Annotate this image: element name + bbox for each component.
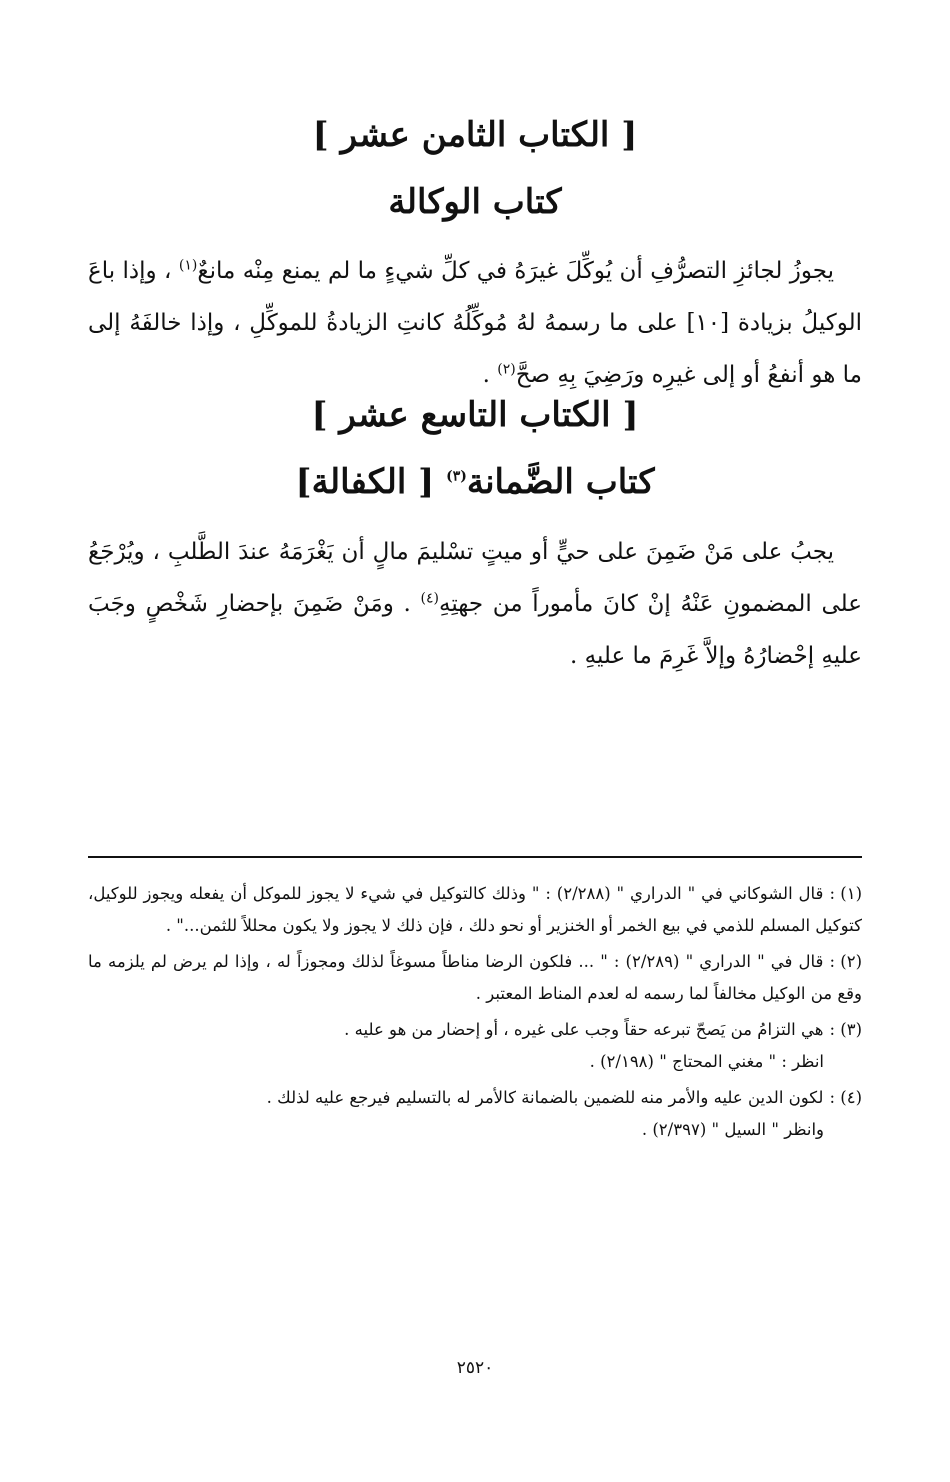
footnote-ref-2: (٢)	[497, 361, 516, 378]
book-page	[88, 0, 862, 1482]
footnote-text: قال الشوكاني في " الدراري " (٢/٢٨٨) : " وذلك كالتوكيل في شيء لا يجوز للموكل أن يفعله ويجوز للوكيل، كتوكيل المسلم للذمي في بيع الخمر أو الخنزير أو نحو دلك ، فإن ذلك لا يجوز ولا يكون محللاً للثمن..." .	[88, 884, 862, 935]
footnote-number: (٣) :	[829, 1020, 862, 1039]
footnote-number: (٤) :	[829, 1088, 862, 1107]
footnote-number: (١) :	[829, 884, 862, 903]
footnote-source: وانظر " السيل " (٢/٣٩٧) .	[641, 1120, 824, 1139]
damana-title: كتاب الضَّمانة	[466, 462, 655, 502]
footnote-text: لكون الدين عليه والأمر منه للضمين بالضمانة كالأمر له بالتسليم فيرجع عليه لذلك .	[266, 1088, 824, 1107]
wakala-heading: كتاب الوكالة	[388, 182, 562, 222]
book-18-heading: [ الكتاب الثامن عشر ]	[312, 115, 638, 155]
wakala-paragraph	[88, 245, 862, 401]
damana-paragraph	[88, 526, 862, 682]
footnote-separator	[88, 856, 862, 858]
wakala-text-2: ، وإذا باعَ الوكيلُ بزيادة [١٠] على ما رسمهُ لهُ مُوكِّلُهُ كانتِ الزيادةُ للموكِّلِ ، وإذا خالفَهُ إلى ما هو أنفعُ أو إلى غيرِه ورَضِيَ بِهِ صحَّ	[88, 258, 862, 388]
wakala-text-1: يجوزُ لجائزِ التصرُّفِ أن يُوكِّلَ غيرَهُ في كلِّ شيءٍ ما لم يمنع مِنْه مانعٌ	[197, 258, 834, 284]
book-19-heading: [ الكتاب التاسع عشر ]	[311, 395, 639, 435]
damana-heading	[88, 462, 862, 503]
footnote-4	[88, 1082, 862, 1146]
footnote-ref-3: (٣)	[446, 468, 467, 485]
footnote-ref-4: (٤)	[420, 590, 439, 607]
damana-text-1: يجبُ على مَنْ ضَمِنَ على حيٍّ أو ميتٍ تسْليمَ مالٍ أن يَغْرَمَهُ عندَ الطَّلبِ ، ويُرْجَعُ على المضمونِ عَنْهُ إنْ كانَ مأموراً من جهتِهِ	[88, 539, 863, 617]
footnote-ref-1: (١)	[178, 257, 198, 274]
footnote-source: انظر : " مغني المحتاج " (٢/١٩٨) .	[589, 1052, 824, 1071]
footnote-text: هي التزامُ من يَصحّ تبرعه حقاً وجب على غيره ، أو إحضار من هو عليه .	[344, 1020, 824, 1039]
footnote-2	[88, 946, 862, 1010]
footnote-3	[88, 1014, 862, 1078]
footnote-1	[88, 878, 862, 942]
footnotes	[88, 878, 862, 1150]
damana-text-2: . ومَنْ ضَمِنَ بإحضارِ شَخْصٍ وجَبَ عليهِ إحْضارُهُ وإلاَّ غَرِمَ ما عليهِ .	[88, 591, 862, 669]
footnote-text: قال في " الدراري " (٢/٢٨٩) : " ... فلكون الرضا مناطاً مسوغاً لذلك ومجوزاً له ، وإذا لم يرض لم يلزمه ما وقع من الوكيل مخالفاً لما رسمه له لعدم المناط المعتبر .	[88, 952, 862, 1003]
footnote-number: (٢) :	[829, 952, 862, 971]
page-number: ٢٥٢٠	[456, 1358, 494, 1378]
kafala-title: [ الكفالة]	[295, 462, 435, 502]
wakala-text-3: .	[482, 362, 498, 388]
